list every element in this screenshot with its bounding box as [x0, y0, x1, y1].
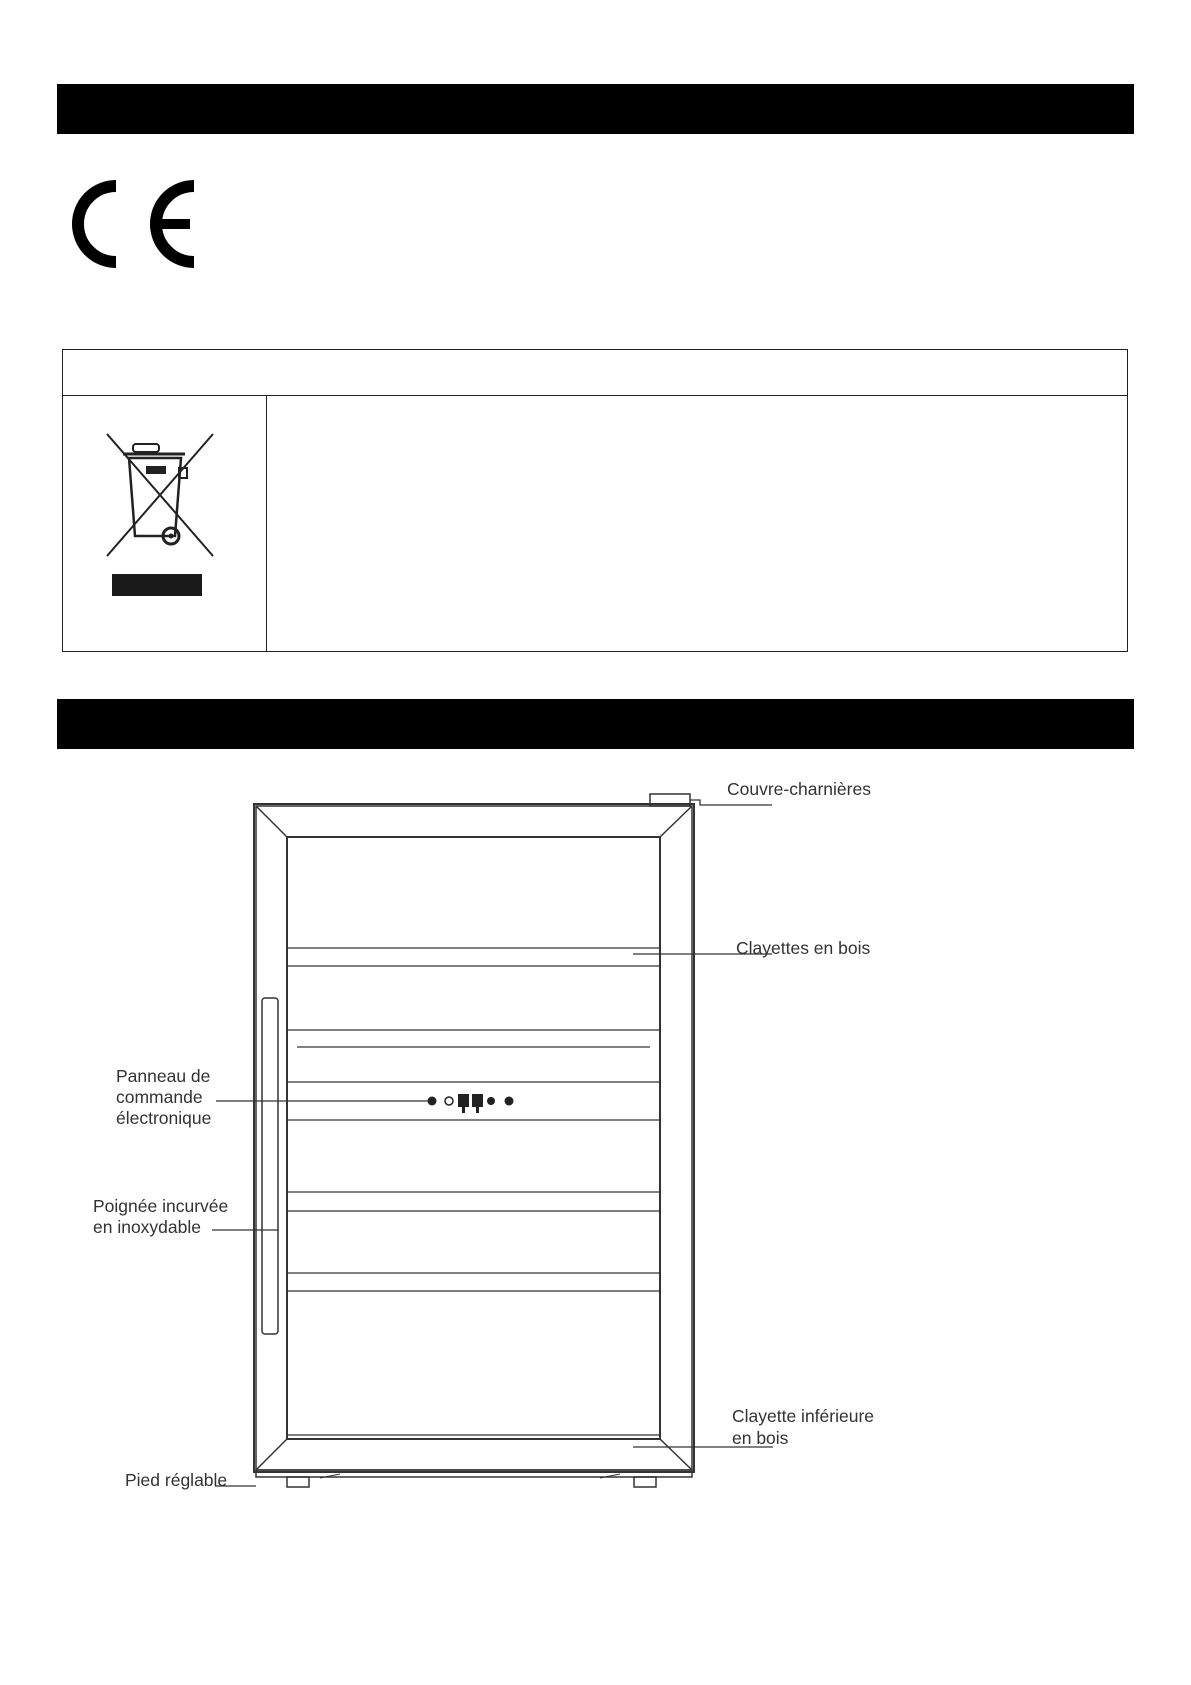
- wine-cooler-drawing: [0, 770, 1191, 1530]
- label-control-panel-line2: commande: [116, 1087, 203, 1107]
- label-handle-line2: en inoxydable: [93, 1217, 201, 1237]
- foot-left: [287, 1477, 309, 1487]
- label-handle-line1: Poignée incurvée: [93, 1196, 229, 1216]
- label-adjustable-foot: Pied réglable: [125, 1470, 228, 1490]
- ce-mark-icon: [70, 178, 200, 270]
- label-hinge-cover: Couvre-charnières: [727, 779, 871, 799]
- weee-text-cell: [267, 396, 1127, 651]
- door-frame: [256, 806, 692, 1470]
- shelves: [287, 948, 660, 1435]
- weee-icon-cell: [63, 396, 267, 651]
- leader-lines: [212, 800, 773, 1486]
- glass-panel: [287, 837, 660, 1439]
- appliance-diagram: [0, 770, 1191, 1530]
- label-control-panel-line3: électronique: [116, 1108, 212, 1128]
- label-wood-shelves: Clayettes en bois: [736, 938, 871, 958]
- control-panel-display: [428, 1094, 514, 1113]
- crossed-bin-icon: [101, 432, 221, 602]
- foot-right: [634, 1477, 656, 1487]
- weee-table-header: [63, 350, 1127, 396]
- section-header-bar: [57, 699, 1134, 749]
- label-lower-shelf-line1: Clayette inférieure: [732, 1406, 875, 1426]
- handle: [262, 998, 278, 1334]
- weee-table: [62, 349, 1128, 652]
- cabinet-outline: [254, 804, 694, 1472]
- label-lower-shelf-line2: en bois: [732, 1428, 789, 1448]
- label-control-panel-line1: Panneau de: [116, 1066, 211, 1086]
- section-header-bar: [57, 84, 1134, 134]
